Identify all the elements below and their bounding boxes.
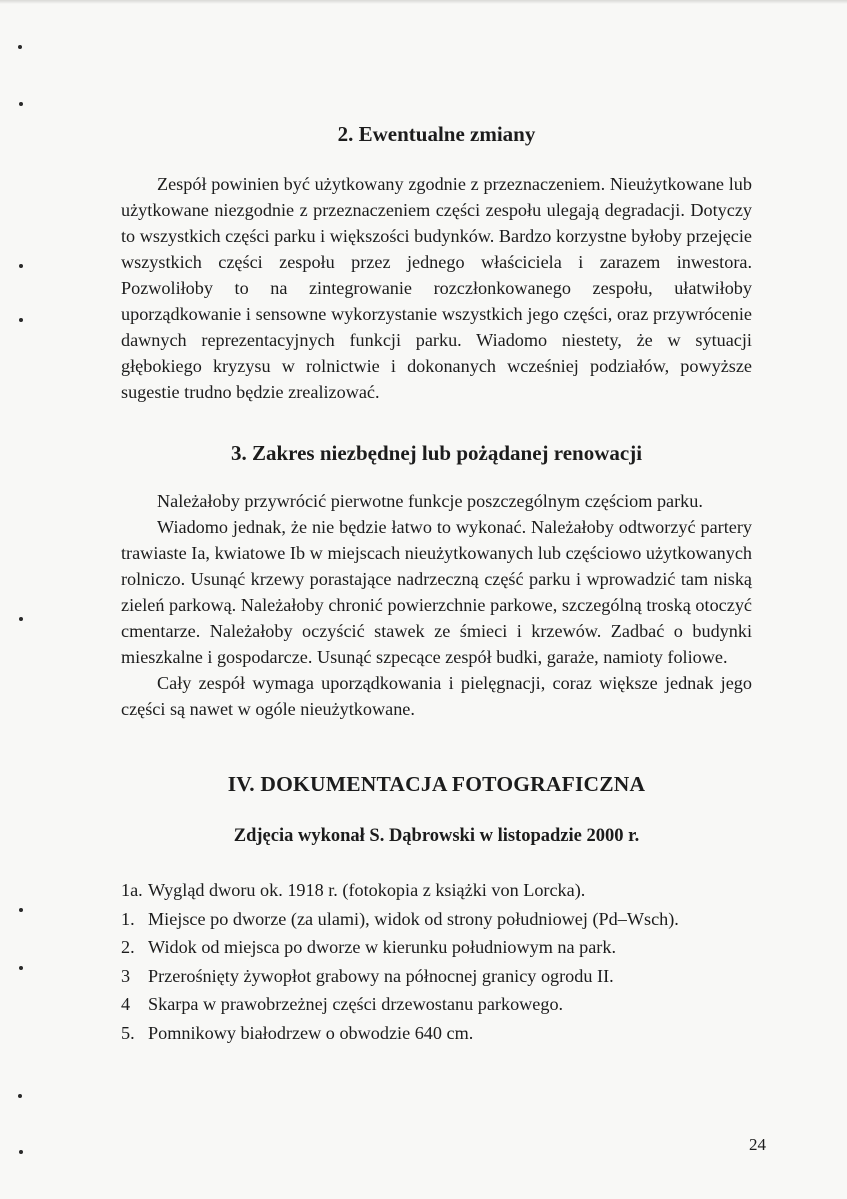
margin-speck xyxy=(18,1094,22,1098)
list-item xyxy=(121,1019,752,1048)
scan-edge xyxy=(0,0,847,4)
list-item-number: 1. xyxy=(121,908,135,929)
section-heading-changes: 2. Ewentualne zmiany xyxy=(337,122,536,146)
list-item-text: Widok od miejsca po dworze w kierunku południowym na park. xyxy=(148,937,616,957)
list-item-text: Pomnikowy białodrzew o obwodzie 640 cm. xyxy=(148,1022,474,1043)
list-item-number: 4 xyxy=(121,994,131,1014)
photo-credit-heading: Zdjęcia wykonał S. Dąbrowski w listopadzie 2000 r. xyxy=(233,826,640,846)
paragraph: Wiadomo jednak, że nie będzie łatwo to wykonać. Należałoby odtworzyć partery trawiaste Ia, kwiatowe Ib w miejscach nieużytkowanych lub częściowo użytkowanych rolniczo. Usunąć krzewy porastające nadrzeczną część parku i wprowadzić tam niską zieleń parkową. Należałoby chronić powierzchnie parkowe, szczególną troską otoczyć cmentarze. Należałoby oczyścić stawek ze śmieci i krzewów. Zadbać o budynki mieszkalne i gospodarcze. Usunąć szpecące zespół budki, garaże, namioty foliowe. xyxy=(121,517,752,667)
list-item-number: 5. xyxy=(121,1022,135,1043)
margin-speck xyxy=(19,102,23,106)
section-heading-renovation: 3. Zakres niezbędnej lub pożądanej renowacji xyxy=(230,441,643,465)
paragraph: Cały zespół wymaga uporządkowania i pielęgnacji, coraz większe jednak jego części są nawet w ogóle nieużytkowane. xyxy=(121,673,752,719)
list-item xyxy=(121,962,752,991)
margin-speck xyxy=(19,264,23,268)
margin-speck xyxy=(19,617,23,621)
chapter-heading-photo-documentation: IV. DOKUMENTACJA FOTOGRAFICZNA xyxy=(227,772,646,796)
list-item xyxy=(121,933,752,962)
margin-speck xyxy=(19,908,23,912)
list-item xyxy=(121,876,752,905)
list-item xyxy=(121,990,752,1019)
list-item-number: 2. xyxy=(121,937,135,957)
margin-speck xyxy=(19,966,23,970)
list-item-text: Miejsce po dworze (za ulami), widok od strony południowej (Pd–Wsch). xyxy=(148,908,679,929)
page-content xyxy=(121,119,752,1047)
list-item-number: 1a. xyxy=(121,880,143,900)
margin-speck xyxy=(19,318,23,322)
paragraph: Należałoby przywrócić pierwotne funkcje poszczególnym częściom parku. xyxy=(157,491,703,511)
page-number: 24 xyxy=(749,1135,766,1154)
margin-speck xyxy=(19,1150,23,1154)
list-item-text: Przerośnięty żywopłot grabowy na północnej granicy ogrodu II. xyxy=(148,965,614,986)
list-item xyxy=(121,905,752,934)
paragraph: Zespół powinien być użytkowany zgodnie z przeznaczeniem. Nieużytkowane lub użytkowane niezgodnie z przeznaczeniem części zespołu ulegają degradacji. Dotyczy to wszystkich części parku i większości budynków. Bardzo korzystne byłoby przejęcie wszystkich części zespołu przez jednego właściciela i zarazem inwestora. Pozwoliłoby to na zintegrowanie rozczłonkowanego zespołu, ułatwiłoby uporządkowanie i sensowne wykorzystanie wszystkich jego części, oraz przywrócenie dawnych reprezentacyjnych funkcji parku. Wiadomo niestety, że w sytuacji głębokiego kryzysu w rolnictwie i dokonanych wcześniej podziałów, powyższe sugestie trudno będzie zrealizować. xyxy=(121,174,752,402)
margin-speck xyxy=(18,45,22,49)
photo-list xyxy=(121,876,752,1047)
list-item-number: 3 xyxy=(121,965,131,986)
list-item-text: Skarpa w prawobrzeżnej części drzewostanu parkowego. xyxy=(148,994,564,1014)
list-item-text: Wygląd dworu ok. 1918 r. (fotokopia z książki von Lorcka). xyxy=(148,880,586,900)
